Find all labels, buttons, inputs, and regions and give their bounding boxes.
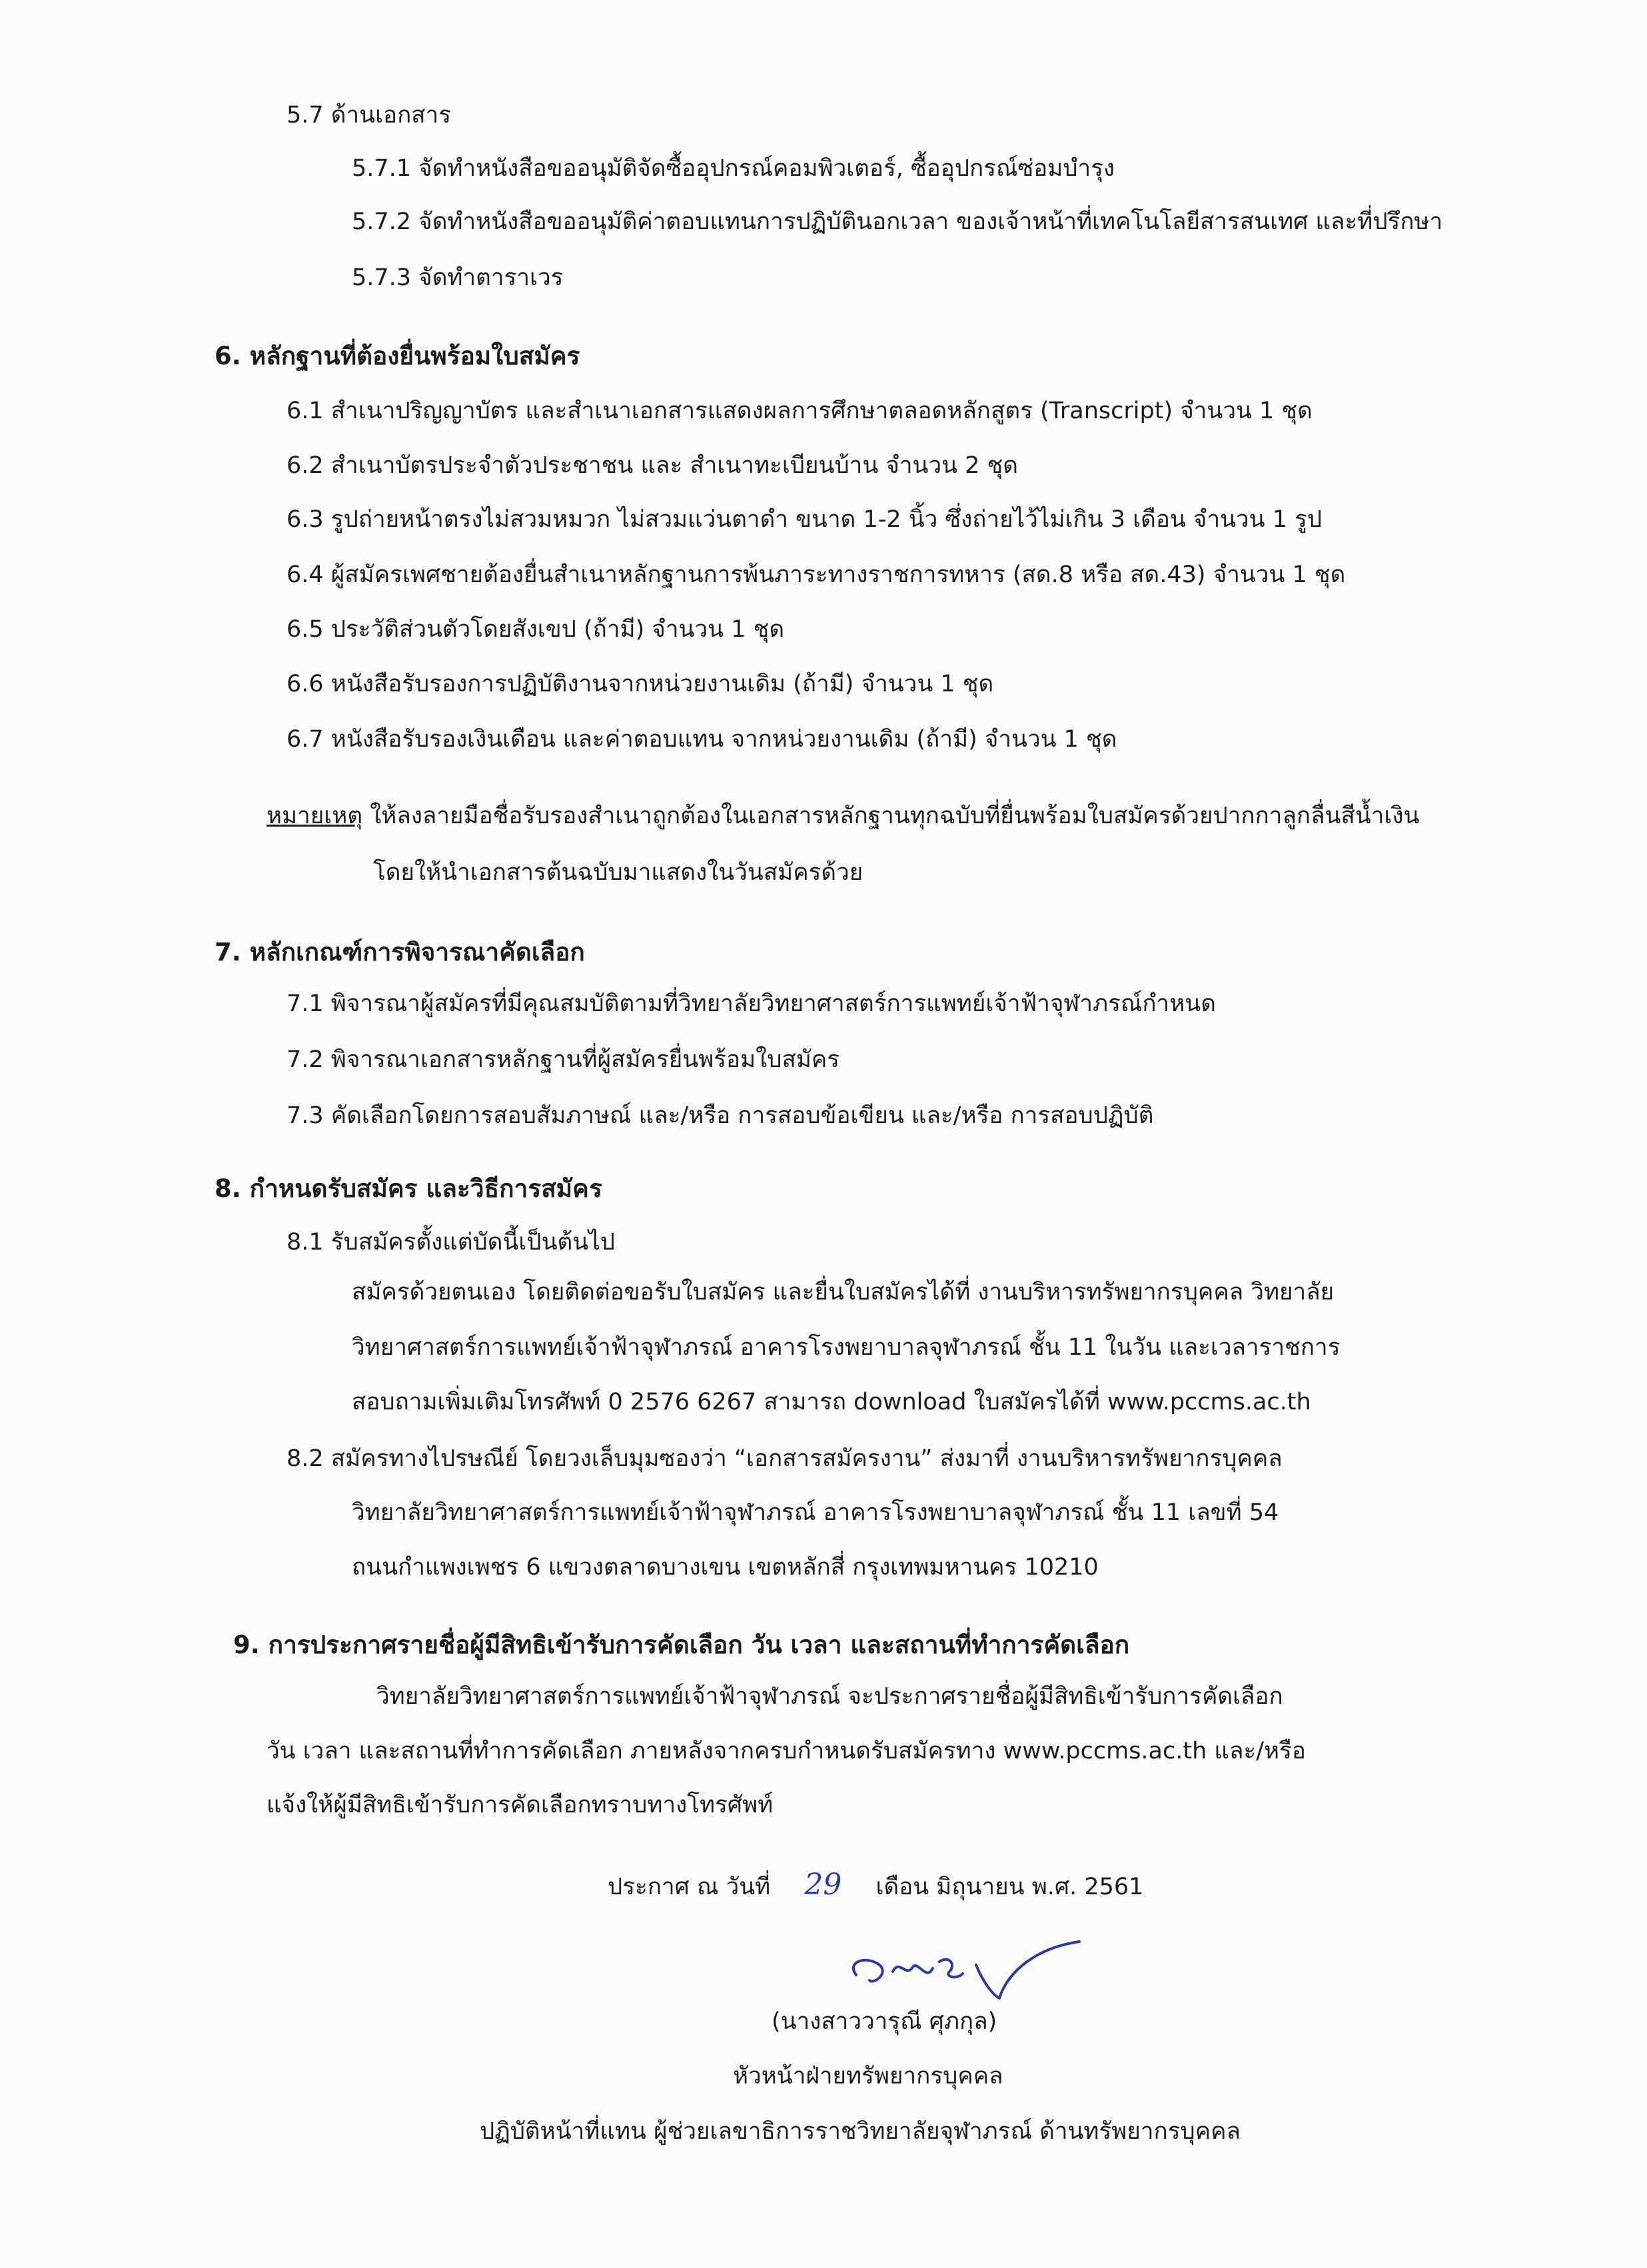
- item-6-7: 6.7 หนังสือรับรองเงินเดือน และค่าตอบแทน จากหน่วยงานเดิม (ถ้ามี) จำนวน 1 ชุด: [286, 726, 1117, 753]
- signature-image: [833, 1935, 1086, 2015]
- note-line-2: โดยให้นำเอกสารต้นฉบับมาแสดงในวันสมัครด้วย: [373, 859, 863, 886]
- item-6-5: 6.5 ประวัติส่วนตัวโดยสังเขป (ถ้ามี) จำนวน 1 ชุด: [286, 616, 785, 643]
- announce-day: 29: [804, 1868, 842, 1902]
- item-6-1: 6.1 สำเนาปริญญาบัตร และสำเนาเอกสารแสดงผลการศึกษาตลอดหลักสูตร (Transcript) จำนวน 1 ชุด: [286, 398, 1313, 424]
- item-6-4: 6.4 ผู้สมัครเพศชายต้องยื่นสำเนาหลักฐานการพ้นภาระทางราชการทหาร (สด.8 หรือ สด.43) จำนวน 1 ชุด: [286, 562, 1346, 588]
- announce-line: [608, 1868, 1143, 1904]
- note-text: ให้ลงลายมือชื่อรับรองสำเนาถูกต้องในเอกสารหลักฐานทุกฉบับที่ยื่นพร้อมใบสมัครด้วยปากกาลูกลื่นสีน้ำเงิน: [362, 803, 1420, 829]
- item-7-1: 7.1 พิจารณาผู้สมัครที่มีคุณสมบัติตามที่วิทยาลัยวิทยาศาสตร์การแพทย์เจ้าฟ้าจุฬาภรณ์กำหนด: [286, 990, 1216, 1017]
- item-6-3: 6.3 รูปถ่ายหน้าตรงไม่สวมหมวก ไม่สวมแว่นตาดำ ขนาด 1-2 นิ้ว ซึ่งถ่ายไว้ไม่เกิน 3 เดือน จำนวน 1 รูป: [286, 506, 1323, 533]
- signer-name: (นางสาววารุณี ศุภกุล): [772, 2008, 997, 2035]
- item-6-2: 6.2 สำเนาบัตรประจำตัวประชาชน และ สำเนาทะเบียนบ้าน จำนวน 2 ชุด: [286, 452, 1019, 479]
- section-5-7-heading: 5.7 ด้านเอกสาร: [286, 102, 452, 129]
- item-8-2: 8.2 สมัครทางไปรษณีย์ โดยวงเล็บมุมซองว่า “เอกสารสมัครงาน” ส่งมาที่ งานบริหารทรัพยากรบุคคล: [286, 1445, 1283, 1472]
- item-8-2-line-b: ถนนกำแพงเพชร 6 แขวงตลาดบางเขน เขตหลักสี่ กรุงเทพมหานคร 10210: [352, 1554, 1099, 1581]
- section-7-heading: 7. หลักเกณฑ์การพิจารณาคัดเลือก: [215, 938, 585, 966]
- item-8-1-line-c: สอบถามเพิ่มเติมโทรศัพท์ 0 2576 6267 สามารถ download ใบสมัครได้ที่ www.pccms.ac.th: [352, 1389, 1311, 1415]
- item-8-1-line-b: วิทยาศาสตร์การแพทย์เจ้าฟ้าจุฬาภรณ์ อาคารโรงพยาบาลจุฬาภรณ์ ชั้น 11 ในวัน และเวลาราชการ: [352, 1334, 1341, 1361]
- announce-prefix: ประกาศ ณ วันที่: [608, 1874, 771, 1900]
- section-9-para-2: วัน เวลา และสถานที่ทำการคัดเลือก ภายหลังจากครบกำหนดรับสมัครทาง www.pccms.ac.th และ/หรือ: [267, 1738, 1306, 1764]
- section-6-heading: 6. หลักฐานที่ต้องยื่นพร้อมใบสมัคร: [215, 342, 580, 370]
- note-label: หมายเหตุ: [267, 803, 363, 829]
- item-6-6: 6.6 หนังสือรับรองการปฏิบัติงานจากหน่วยงานเดิม (ถ้ามี) จำนวน 1 ชุด: [286, 671, 994, 697]
- item-7-2: 7.2 พิจารณาเอกสารหลักฐานที่ผู้สมัครยื่นพร้อมใบสมัคร: [286, 1046, 840, 1073]
- item-8-2-line-a: วิทยาลัยวิทยาศาสตร์การแพทย์เจ้าฟ้าจุฬาภรณ์ อาคารโรงพยาบาลจุฬาภรณ์ ชั้น 11 เลขที่ 54: [352, 1499, 1279, 1526]
- note-line-1: [267, 799, 1419, 833]
- item-8-1: 8.1 รับสมัครตั้งแต่บัดนี้เป็นต้นไป: [286, 1229, 616, 1256]
- section-9-para-3: แจ้งให้ผู้มีสิทธิเข้ารับการคัดเลือกทราบทางโทรศัพท์: [267, 1792, 774, 1818]
- signer-title-2: ปฏิบัติหน้าที่แทน ผู้ช่วยเลขาธิการราชวิทยาลัยจุฬาภรณ์ ด้านทรัพยากรบุคคล: [480, 2118, 1241, 2145]
- section-9-para-1: วิทยาลัยวิทยาศาสตร์การแพทย์เจ้าฟ้าจุฬาภรณ์ จะประกาศรายชื่อผู้มีสิทธิเข้ารับการคัดเลือก: [376, 1683, 1283, 1710]
- signer-title-1: หัวหน้าฝ่ายทรัพยากรบุคคล: [733, 2063, 1003, 2089]
- section-8-heading: 8. กำหนดรับสมัคร และวิธีการสมัคร: [215, 1174, 602, 1203]
- section-9-heading: 9. การประกาศรายชื่อผู้มีสิทธิเข้ารับการคัดเลือก วัน เวลา และสถานที่ทำการคัดเลือก: [233, 1631, 1130, 1659]
- item-5-7-1: 5.7.1 จัดทำหนังสือขออนุมัติจัดซื้ออุปกรณ์คอมพิวเตอร์, ซื้ออุปกรณ์ซ่อมบำรุง: [352, 155, 1115, 182]
- announce-month-year: เดือน มิถุนายน พ.ศ. 2561: [875, 1874, 1144, 1900]
- item-5-7-3: 5.7.3 จัดทำตาราเวร: [352, 264, 564, 291]
- item-5-7-2: 5.7.2 จัดทำหนังสือขออนุมัติค่าตอบแทนการปฏิบัตินอกเวลา ของเจ้าหน้าที่เทคโนโลยีสารสนเทศ และที่ปรึกษา: [352, 208, 1443, 235]
- item-7-3: 7.3 คัดเลือกโดยการสอบสัมภาษณ์ และ/หรือ การสอบข้อเขียน และ/หรือ การสอบปฏิบัติ: [286, 1102, 1154, 1129]
- item-8-1-line-a: สมัครด้วยตนเอง โดยติดต่อขอรับใบสมัคร และยื่นใบสมัครได้ที่ งานบริหารทรัพยากรบุคคล วิทยาลัย: [352, 1279, 1335, 1306]
